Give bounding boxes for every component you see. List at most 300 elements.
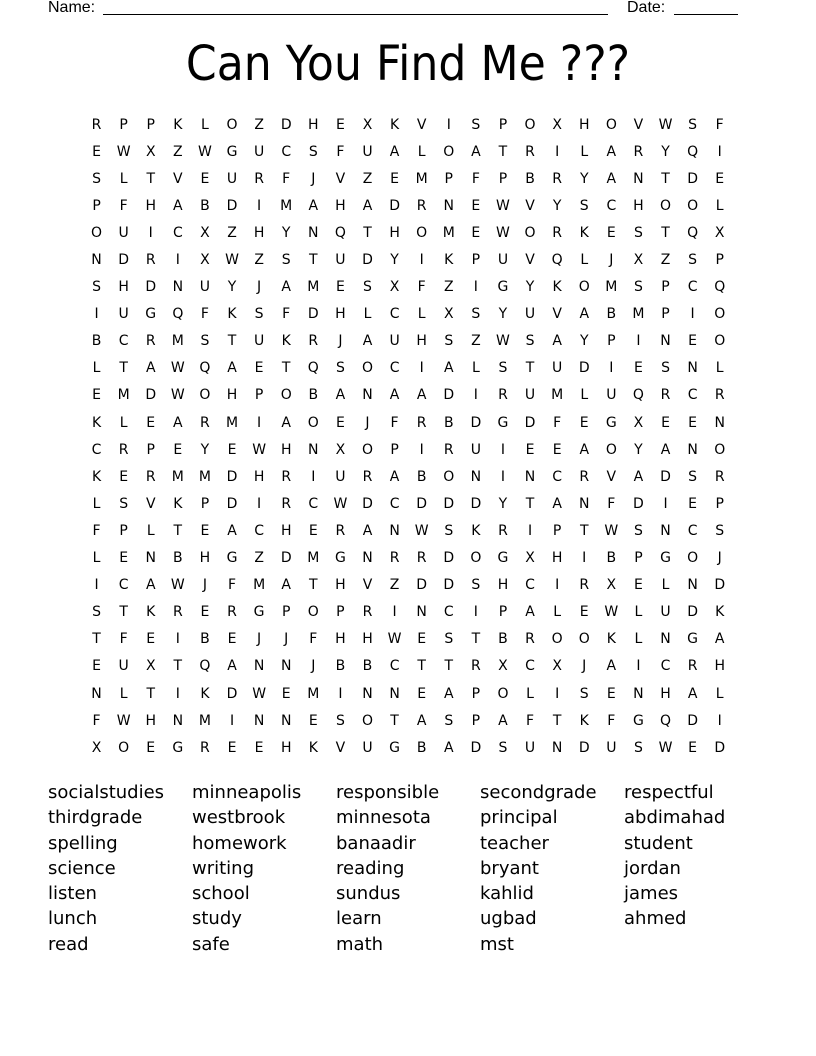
grid-letter: L bbox=[580, 387, 589, 404]
grid-letter: O bbox=[470, 550, 482, 567]
grid-letter: L bbox=[471, 360, 480, 377]
grid-letter: R bbox=[714, 468, 725, 485]
word-bank-item: principal bbox=[480, 807, 558, 829]
word-bank-item: mst bbox=[480, 933, 514, 955]
grid-letter: N bbox=[660, 522, 671, 539]
grid-letter: L bbox=[580, 143, 589, 160]
word-bank-item: lunch bbox=[48, 908, 98, 930]
grid-letter: Y bbox=[390, 252, 399, 269]
grid-letter: T bbox=[661, 224, 670, 241]
grid-letter: Z bbox=[389, 577, 400, 594]
grid-letter: S bbox=[335, 360, 345, 377]
grid-letter: D bbox=[443, 550, 455, 567]
word-bank-item: jordan bbox=[624, 857, 681, 879]
grid-letter: D bbox=[226, 197, 238, 214]
grid-letter: W bbox=[252, 441, 267, 458]
grid-letter: R bbox=[470, 658, 481, 675]
grid-letter: W bbox=[170, 577, 185, 594]
grid-letter: P bbox=[146, 116, 155, 133]
grid-letter: H bbox=[660, 685, 671, 702]
grid-letter: I bbox=[338, 685, 343, 702]
grid-letter: V bbox=[525, 252, 535, 269]
grid-letter: F bbox=[119, 197, 128, 214]
grid-letter: Q bbox=[687, 143, 699, 160]
grid-letter: V bbox=[416, 116, 427, 133]
word-bank-item: kahlid bbox=[480, 883, 534, 905]
grid-letter: S bbox=[498, 360, 508, 377]
grid-letter: X bbox=[552, 116, 562, 133]
grid-letter: A bbox=[281, 577, 291, 594]
grid-letter: L bbox=[715, 685, 724, 702]
grid-letter: S bbox=[92, 279, 101, 296]
grid-letter: M bbox=[442, 224, 455, 241]
grid-letter: G bbox=[497, 550, 509, 567]
grid-letter: U bbox=[524, 387, 536, 404]
word-bank-item: learn bbox=[336, 908, 382, 930]
grid-letter: G bbox=[226, 550, 238, 567]
grid-letter: E bbox=[661, 414, 670, 431]
grid-letter: S bbox=[498, 739, 508, 756]
grid-letter: Q bbox=[307, 360, 319, 377]
grid-letter: N bbox=[389, 522, 400, 539]
grid-letter: O bbox=[524, 116, 536, 133]
grid-letter: L bbox=[119, 170, 128, 187]
grid-letter: D bbox=[118, 252, 130, 269]
grid-letter: K bbox=[91, 414, 102, 431]
word-bank-item: school bbox=[192, 883, 250, 905]
grid-letter: K bbox=[200, 685, 210, 702]
grid-letter: A bbox=[145, 577, 156, 594]
grid-letter: F bbox=[309, 631, 318, 648]
word-bank-item: ahmed bbox=[624, 908, 687, 930]
grid-letter: R bbox=[200, 739, 210, 756]
grid-letter: R bbox=[118, 441, 129, 458]
grid-letter: P bbox=[254, 387, 264, 404]
grid-letter: X bbox=[389, 279, 400, 296]
grid-letter: K bbox=[471, 522, 481, 539]
grid-letter: Y bbox=[579, 333, 589, 350]
grid-letter: E bbox=[119, 468, 129, 485]
grid-letter: A bbox=[173, 414, 183, 431]
grid-letter: E bbox=[92, 143, 101, 160]
word-bank-item: responsible bbox=[336, 782, 440, 803]
grid-letter: P bbox=[119, 116, 128, 133]
grid-letter: I bbox=[500, 468, 506, 485]
grid-letter: H bbox=[389, 224, 400, 241]
grid-letter: T bbox=[552, 712, 562, 729]
grid-letter: H bbox=[253, 468, 265, 485]
grid-letter: D bbox=[389, 197, 400, 214]
grid-letter: S bbox=[688, 468, 698, 485]
word-bank-item: study bbox=[192, 908, 242, 930]
grid-letter: O bbox=[443, 143, 455, 160]
grid-letter: V bbox=[145, 495, 156, 512]
grid-letter: H bbox=[335, 577, 346, 594]
grid-letter: R bbox=[172, 604, 183, 621]
grid-letter: T bbox=[119, 604, 128, 621]
grid-letter: N bbox=[524, 468, 536, 485]
grid-letter: V bbox=[552, 306, 562, 323]
grid-letter: P bbox=[715, 252, 724, 269]
grid-letter: O bbox=[91, 224, 103, 241]
word-bank-item: ugbad bbox=[480, 908, 537, 930]
grid-letter: Q bbox=[687, 224, 699, 241]
grid-letter: D bbox=[524, 414, 536, 431]
grid-letter: U bbox=[497, 252, 509, 269]
date-field-line[interactable] bbox=[674, 14, 738, 15]
grid-letter: L bbox=[92, 495, 101, 512]
grid-letter: Z bbox=[173, 143, 183, 160]
grid-letter: O bbox=[660, 197, 672, 214]
grid-letter: R bbox=[416, 197, 427, 214]
grid-letter: F bbox=[607, 495, 616, 512]
grid-letter: R bbox=[281, 495, 292, 512]
grid-letter: R bbox=[389, 550, 400, 567]
grid-letter: S bbox=[661, 360, 670, 377]
grid-letter: U bbox=[253, 333, 265, 350]
word-bank-item: james bbox=[624, 883, 679, 905]
grid-letter: E bbox=[579, 414, 589, 431]
grid-letter: I bbox=[690, 306, 695, 323]
grid-letter: N bbox=[660, 333, 671, 350]
grid-letter: N bbox=[389, 685, 400, 702]
grid-letter: I bbox=[500, 441, 506, 458]
grid-letter: R bbox=[660, 387, 671, 404]
grid-letter: H bbox=[145, 712, 156, 729]
word-bank-item: listen bbox=[48, 883, 97, 905]
grid-letter: O bbox=[199, 387, 211, 404]
grid-letter: T bbox=[146, 685, 156, 702]
grid-letter: P bbox=[607, 333, 616, 350]
word-bank-item: socialstudies bbox=[48, 782, 165, 803]
grid-letter: S bbox=[688, 116, 698, 133]
grid-letter: P bbox=[146, 441, 155, 458]
grid-letter: Q bbox=[551, 252, 563, 269]
grid-letter: T bbox=[281, 360, 291, 377]
grid-letter: J bbox=[582, 658, 587, 675]
grid-letter: E bbox=[227, 631, 237, 648]
grid-letter: V bbox=[606, 468, 617, 485]
grid-letter: A bbox=[389, 143, 400, 160]
grid-letter: H bbox=[199, 550, 211, 567]
grid-letter: Q bbox=[172, 306, 184, 323]
grid-letter: V bbox=[362, 577, 373, 594]
grid-letter: M bbox=[117, 387, 130, 404]
grid-letter: B bbox=[173, 550, 183, 567]
grid-letter: O bbox=[226, 116, 238, 133]
grid-letter: E bbox=[633, 360, 643, 377]
grid-letter: M bbox=[198, 712, 211, 729]
word-bank-item: minnesota bbox=[336, 807, 431, 829]
grid-letter: M bbox=[605, 279, 618, 296]
grid-letter: D bbox=[578, 739, 590, 756]
grid-letter: F bbox=[526, 712, 535, 729]
grid-letter: F bbox=[92, 522, 101, 539]
grid-letter: C bbox=[254, 522, 264, 539]
grid-letter: B bbox=[335, 658, 346, 675]
grid-letter: J bbox=[365, 414, 370, 431]
grid-letter: H bbox=[714, 658, 725, 675]
grid-letter: L bbox=[634, 604, 643, 621]
grid-letter: B bbox=[200, 631, 210, 648]
grid-letter: E bbox=[525, 441, 535, 458]
grid-letter: S bbox=[308, 143, 318, 160]
word-bank-item: bryant bbox=[480, 857, 539, 879]
grid-letter: A bbox=[443, 739, 454, 756]
grid-letter: F bbox=[200, 306, 209, 323]
grid-letter: N bbox=[443, 197, 454, 214]
grid-letter: R bbox=[687, 658, 698, 675]
grid-letter: O bbox=[605, 441, 617, 458]
grid-letter: F bbox=[227, 577, 237, 594]
grid-letter: L bbox=[92, 360, 101, 377]
grid-letter: S bbox=[715, 522, 725, 539]
grid-letter: S bbox=[471, 577, 481, 594]
word-bank-item: sundus bbox=[336, 883, 401, 905]
grid-letter: U bbox=[118, 658, 129, 675]
grid-letter: O bbox=[361, 441, 373, 458]
grid-letter: D bbox=[226, 495, 238, 512]
grid-letter: A bbox=[227, 522, 237, 539]
grid-letter: L bbox=[119, 685, 128, 702]
grid-letter: T bbox=[444, 658, 454, 675]
grid-letter: O bbox=[307, 604, 319, 621]
grid-letter: D bbox=[226, 468, 238, 485]
grid-letter: E bbox=[715, 170, 725, 187]
grid-letter: Q bbox=[334, 224, 346, 241]
grid-letter: D bbox=[362, 252, 373, 269]
grid-letter: A bbox=[416, 712, 427, 729]
grid-letter: P bbox=[471, 252, 481, 269]
grid-letter: H bbox=[118, 279, 129, 296]
grid-letter: P bbox=[634, 550, 643, 567]
grid-letter: T bbox=[525, 360, 535, 377]
grid-letter: R bbox=[498, 387, 508, 404]
grid-letter: Y bbox=[661, 143, 670, 160]
word-bank-item: spelling bbox=[48, 832, 118, 854]
grid-letter: E bbox=[335, 116, 345, 133]
grid-letter: G bbox=[145, 306, 157, 323]
word-bank-item: abdimahad bbox=[624, 807, 726, 829]
grid-letter: N bbox=[362, 387, 373, 404]
grid-letter: R bbox=[281, 468, 292, 485]
grid-letter: D bbox=[443, 577, 455, 594]
grid-letter: E bbox=[579, 604, 589, 621]
grid-letter: A bbox=[145, 360, 156, 377]
grid-letter: Y bbox=[579, 170, 589, 187]
name-date-header bbox=[48, 0, 748, 19]
grid-letter: O bbox=[714, 306, 726, 323]
grid-letter: F bbox=[282, 306, 291, 323]
grid-letter: S bbox=[335, 712, 345, 729]
grid-letter: E bbox=[688, 495, 698, 512]
grid-letter: O bbox=[307, 414, 319, 431]
word-bank-item: math bbox=[336, 933, 384, 955]
grid-letter: J bbox=[202, 577, 207, 594]
grid-letter: S bbox=[444, 522, 454, 539]
grid-letter: N bbox=[687, 577, 698, 594]
grid-letter: E bbox=[92, 387, 101, 404]
grid-letter: C bbox=[443, 604, 454, 621]
grid-letter: U bbox=[118, 306, 129, 323]
grid-letter: O bbox=[714, 333, 726, 350]
grid-letter: N bbox=[633, 685, 644, 702]
grid-letter: S bbox=[633, 224, 643, 241]
grid-letter: N bbox=[91, 252, 102, 269]
grid-letter: W bbox=[496, 197, 510, 214]
grid-letter: B bbox=[525, 170, 535, 187]
grid-letter: H bbox=[280, 441, 292, 458]
grid-letter: Z bbox=[254, 116, 264, 133]
grid-letter: N bbox=[687, 360, 698, 377]
grid-letter: G bbox=[605, 414, 617, 431]
grid-letter: A bbox=[416, 387, 427, 404]
grid-letter: D bbox=[470, 739, 482, 756]
grid-letter: X bbox=[200, 252, 210, 269]
grid-letter: W bbox=[252, 685, 267, 702]
grid-letter: K bbox=[173, 495, 183, 512]
grid-letter: C bbox=[389, 495, 400, 512]
grid-letter: O bbox=[497, 685, 509, 702]
grid-letter: E bbox=[254, 739, 264, 756]
grid-letter: X bbox=[633, 252, 644, 269]
grid-letter: M bbox=[171, 468, 184, 485]
grid-letter: D bbox=[714, 739, 726, 756]
grid-letter: A bbox=[389, 468, 400, 485]
grid-letter: R bbox=[254, 170, 264, 187]
grid-letter: X bbox=[633, 414, 644, 431]
grid-letter: S bbox=[633, 279, 643, 296]
grid-letter: J bbox=[257, 279, 262, 296]
grid-letter: O bbox=[416, 224, 428, 241]
grid-letter: Y bbox=[227, 279, 237, 296]
grid-letter: E bbox=[254, 360, 264, 377]
grid-letter: T bbox=[661, 170, 670, 187]
grid-letter: U bbox=[524, 739, 536, 756]
grid-letter: E bbox=[227, 441, 237, 458]
grid-letter: N bbox=[416, 604, 427, 621]
grid-letter: L bbox=[526, 685, 534, 702]
grid-letter: C bbox=[552, 468, 563, 485]
grid-letter: E bbox=[92, 658, 101, 675]
grid-letter: R bbox=[525, 143, 535, 160]
grid-letter: N bbox=[280, 712, 292, 729]
grid-letter: Z bbox=[227, 224, 237, 241]
grid-letter: A bbox=[173, 197, 183, 214]
grid-letter: I bbox=[311, 468, 316, 485]
grid-letter: N bbox=[308, 441, 319, 458]
grid-letter: Y bbox=[498, 306, 508, 323]
grid-letter: O bbox=[714, 441, 726, 458]
word-bank-item: respectful bbox=[624, 782, 714, 803]
grid-letter: P bbox=[92, 197, 101, 214]
grid-letter: M bbox=[198, 468, 211, 485]
grid-letter: D bbox=[687, 170, 698, 187]
grid-letter: C bbox=[389, 306, 400, 323]
grid-letter: O bbox=[361, 712, 373, 729]
grid-letter: N bbox=[578, 495, 590, 512]
grid-letter: B bbox=[498, 631, 508, 648]
grid-letter: A bbox=[714, 631, 725, 648]
grid-letter: M bbox=[415, 170, 428, 187]
grid-letter: C bbox=[281, 143, 292, 160]
grid-letter: T bbox=[471, 631, 481, 648]
grid-letter: Z bbox=[471, 333, 481, 350]
grid-letter: K bbox=[606, 631, 616, 648]
word-bank-item: read bbox=[48, 933, 89, 955]
grid-letter: S bbox=[254, 306, 264, 323]
grid-letter: E bbox=[417, 685, 427, 702]
grid-letter: A bbox=[281, 414, 291, 431]
grid-letter: P bbox=[552, 522, 562, 539]
grid-letter: I bbox=[257, 197, 262, 214]
grid-letter: I bbox=[663, 495, 668, 512]
grid-letter: E bbox=[390, 170, 399, 187]
grid-letter: B bbox=[308, 387, 319, 404]
grid-letter: K bbox=[389, 116, 400, 133]
grid-letter: S bbox=[633, 739, 643, 756]
name-field-line[interactable] bbox=[103, 14, 608, 15]
grid-letter: O bbox=[687, 550, 699, 567]
grid-letter: M bbox=[171, 333, 184, 350]
grid-letter: E bbox=[308, 522, 318, 539]
grid-letter: I bbox=[717, 143, 722, 160]
grid-letter: R bbox=[714, 387, 725, 404]
grid-letter: D bbox=[714, 577, 726, 594]
grid-letter: P bbox=[281, 604, 291, 621]
grid-letter: A bbox=[633, 468, 644, 485]
grid-letter: K bbox=[579, 224, 589, 241]
grid-letter: K bbox=[173, 116, 183, 133]
grid-letter: U bbox=[118, 224, 129, 241]
grid-letter: N bbox=[253, 712, 265, 729]
grid-letter: A bbox=[552, 333, 562, 350]
grid-letter: E bbox=[688, 414, 698, 431]
grid-letter: X bbox=[552, 658, 562, 675]
grid-letter: R bbox=[145, 252, 156, 269]
grid-letter: N bbox=[280, 658, 292, 675]
grid-letter: W bbox=[170, 387, 185, 404]
grid-letter: D bbox=[416, 495, 428, 512]
grid-letter: C bbox=[606, 197, 617, 214]
grid-letter: D bbox=[660, 468, 671, 485]
grid-letter: Z bbox=[660, 252, 671, 269]
grid-letter: R bbox=[416, 550, 427, 567]
grid-letter: X bbox=[714, 224, 725, 241]
grid-letter: F bbox=[607, 712, 616, 729]
grid-letter: E bbox=[146, 414, 156, 431]
grid-letter: G bbox=[660, 550, 671, 567]
grid-letter: N bbox=[362, 550, 373, 567]
grid-letter: W bbox=[496, 224, 510, 241]
grid-letter: R bbox=[552, 224, 562, 241]
grid-letter: Z bbox=[254, 550, 264, 567]
grid-letter: X bbox=[525, 550, 535, 567]
grid-letter: B bbox=[200, 197, 210, 214]
grid-letter: U bbox=[362, 739, 373, 756]
grid-letter: O bbox=[118, 739, 130, 756]
grid-letter: Y bbox=[634, 441, 643, 458]
grid-letter: Q bbox=[660, 712, 672, 729]
word-bank-item: minneapolis bbox=[192, 782, 302, 803]
grid-letter: E bbox=[688, 333, 698, 350]
grid-letter: D bbox=[280, 550, 292, 567]
grid-letter: W bbox=[387, 631, 402, 648]
grid-letter: R bbox=[579, 577, 590, 594]
grid-letter: I bbox=[419, 441, 424, 458]
grid-letter: F bbox=[92, 712, 101, 729]
grid-letter: J bbox=[609, 252, 614, 269]
